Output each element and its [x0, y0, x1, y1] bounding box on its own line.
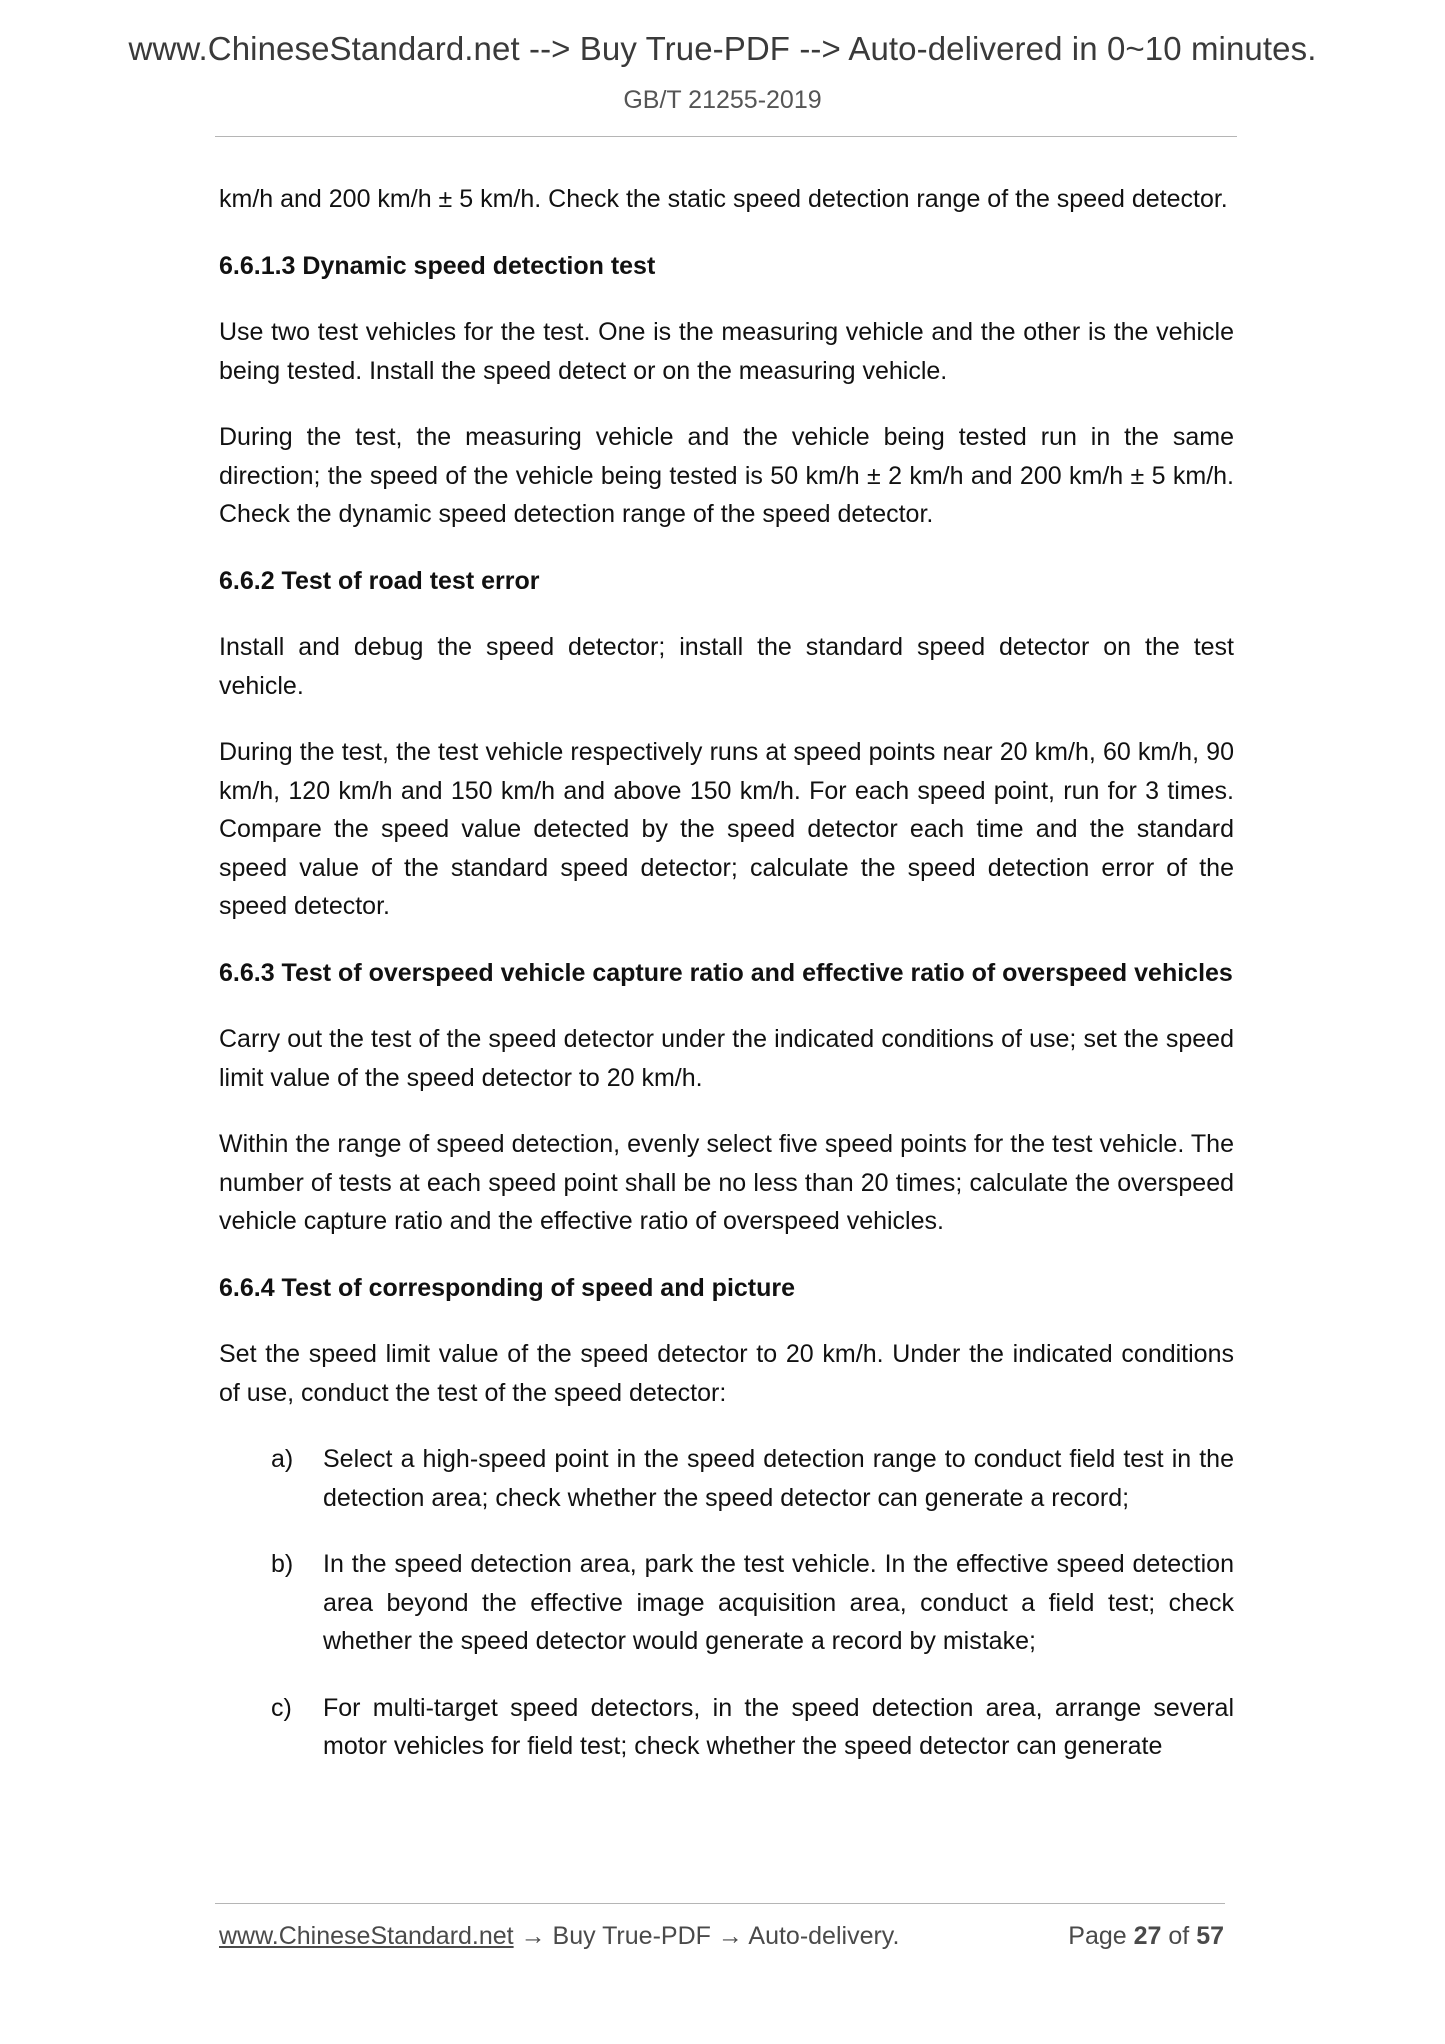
list-item	[219, 1545, 1234, 1661]
paragraph-6-6-3-a: Carry out the test of the speed detector under the indicated conditions of use; set the speed limit value of the speed detector to 20 km/h.	[219, 1025, 1234, 1092]
list-marker: a)	[271, 1445, 294, 1473]
header-divider	[215, 136, 1237, 137]
list-item	[219, 1440, 1234, 1517]
heading-6-6-4: 6.6.4 Test of corresponding of speed and picture	[219, 1273, 796, 1302]
page-current: 27	[1133, 1922, 1162, 1950]
page-total: 57	[1196, 1922, 1224, 1950]
list-marker: c)	[271, 1693, 292, 1722]
list-item	[219, 1689, 1234, 1766]
page-indicator	[1068, 1922, 1224, 1951]
footer-trail-text: → Buy True-PDF → Auto-delivery.	[513, 1922, 900, 1950]
test-steps-list	[219, 1440, 1234, 1766]
footer-divider	[215, 1903, 1225, 1904]
paragraph-6-6-3-b: Within the range of speed detection, evenly select five speed points for the test vehicle. The number of tests at each speed point shall be no less than 20 times; calculate the overspeed vehicle capture ratio and the effective ratio of overspeed vehicles.	[219, 1130, 1234, 1235]
top-banner: www.ChineseStandard.net --> Buy True-PDF --> Auto-delivered in 0~10 minutes.	[128, 30, 1317, 67]
list-item-text: For multi-target speed detectors, in the speed detection area, arrange several motor vehicles for field test; check whether the speed detector can generate	[323, 1693, 1234, 1760]
list-item-text: In the speed detection area, park the test vehicle. In the effective speed detection area beyond the effective image acquisition area, conduct a field test; check whether the speed detector would generate a record by mistake;	[323, 1550, 1234, 1655]
paragraph-intro: km/h and 200 km/h ± 5 km/h. Check the static speed detection range of the speed detector.	[219, 185, 1228, 213]
footer-site-link[interactable]: www.ChineseStandard.net	[219, 1922, 514, 1950]
heading-6-6-3: 6.6.3 Test of overspeed vehicle capture ratio and effective ratio of overspeed vehicles	[219, 958, 1233, 987]
list-item-text: Select a high-speed point in the speed detection range to conduct field test in the detection area; check whether the speed detector can generate a record;	[323, 1445, 1234, 1512]
document-body	[219, 180, 1234, 1766]
page-label: Page	[1068, 1922, 1127, 1950]
heading-6-6-1-3: 6.6.1.3 Dynamic speed detection test	[219, 251, 656, 280]
heading-6-6-2: 6.6.2 Test of road test error	[219, 566, 540, 595]
list-marker: b)	[271, 1550, 294, 1578]
paragraph-6-6-4-a: Set the speed limit value of the speed detector to 20 km/h. Under the indicated conditions of use, conduct the test of the speed detector:	[219, 1340, 1234, 1407]
paragraph-6-6-1-3-a: Use two test vehicles for the test. One is the measuring vehicle and the other is the vehicle being tested. Install the speed detect or on the measuring vehicle.	[219, 318, 1234, 385]
standard-code: GB/T 21255-2019	[623, 86, 822, 114]
paragraph-6-6-2-b: During the test, the test vehicle respectively runs at speed points near 20 km/h, 60 km/h, 90 km/h, 120 km/h and 150 km/h and above 150 km/h. For each speed point, run for 3 times. Compare the speed value detected by the speed detector each time and the standard speed value of the standard speed detector; calculate the speed detection error of the speed detector.	[219, 738, 1234, 920]
footer-links	[219, 1922, 899, 1951]
paragraph-6-6-2-a: Install and debug the speed detector; install the standard speed detector on the test vehicle.	[219, 633, 1234, 700]
paragraph-6-6-1-3-b: During the test, the measuring vehicle and the vehicle being tested run in the same direction; the speed of the vehicle being tested is 50 km/h ± 2 km/h and 200 km/h ± 5 km/h. Check the dynamic speed detection range of the speed detector.	[219, 423, 1234, 528]
of-label: of	[1168, 1922, 1190, 1950]
